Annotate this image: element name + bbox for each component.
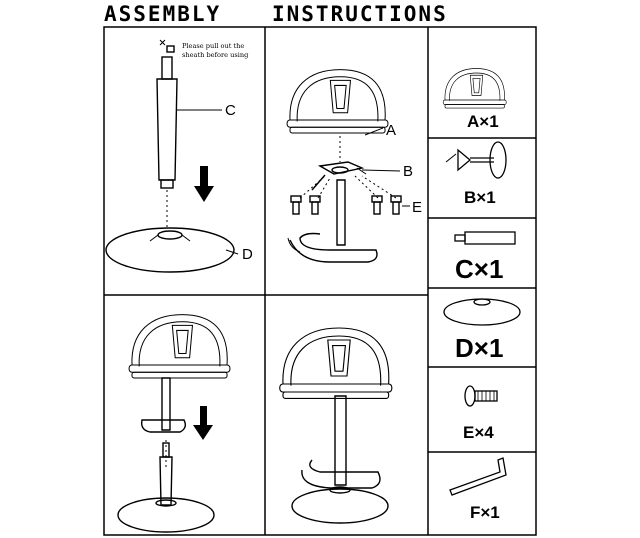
part-c-quantity: C×1 bbox=[455, 254, 504, 284]
part-d-quantity: D×1 bbox=[455, 333, 504, 363]
panel-step3 bbox=[118, 315, 230, 532]
part-e-screw-icon bbox=[465, 386, 497, 406]
title-assembly: ASSEMBLY bbox=[104, 2, 222, 26]
panel-step4 bbox=[280, 328, 392, 523]
bar-stool-seat-icon bbox=[287, 70, 388, 133]
bar-stool-icon bbox=[280, 328, 392, 398]
sheath-note-line2: sheath before using bbox=[182, 51, 249, 59]
part-f-quantity: F×1 bbox=[470, 503, 500, 522]
swivel-plate-icon bbox=[312, 162, 366, 190]
gas-cylinder-icon bbox=[157, 57, 177, 188]
bar-stool-seat-icon bbox=[129, 315, 230, 378]
part-b-quantity: B×1 bbox=[464, 188, 496, 207]
callout-d: D bbox=[242, 246, 253, 263]
callout-a: A bbox=[386, 122, 397, 139]
callout-b: B bbox=[403, 163, 414, 180]
part-a-seat-icon bbox=[443, 69, 506, 109]
down-arrow-icon bbox=[193, 406, 213, 440]
part-e-quantity: E×4 bbox=[463, 423, 494, 442]
title-instructions: INSTRUCTIONS bbox=[272, 2, 448, 26]
sheath-note-line1: Please pull out the bbox=[182, 42, 245, 50]
screw-icon bbox=[291, 196, 401, 214]
part-b-swivel-icon bbox=[446, 142, 506, 178]
round-base-icon bbox=[106, 228, 234, 272]
part-a-quantity: A×1 bbox=[467, 112, 499, 131]
stool-column-icon bbox=[288, 180, 377, 262]
down-arrow-icon bbox=[194, 166, 214, 202]
part-d-base-icon bbox=[444, 299, 520, 325]
part-c-gas-cylinder-icon bbox=[455, 232, 515, 244]
panel-step1 bbox=[106, 40, 238, 272]
part-f-allen-key-icon bbox=[450, 458, 506, 495]
panel-step2 bbox=[287, 70, 410, 262]
sheath-cap-icon bbox=[160, 40, 174, 52]
callout-e: E bbox=[412, 199, 423, 216]
callout-c: C bbox=[225, 102, 236, 119]
